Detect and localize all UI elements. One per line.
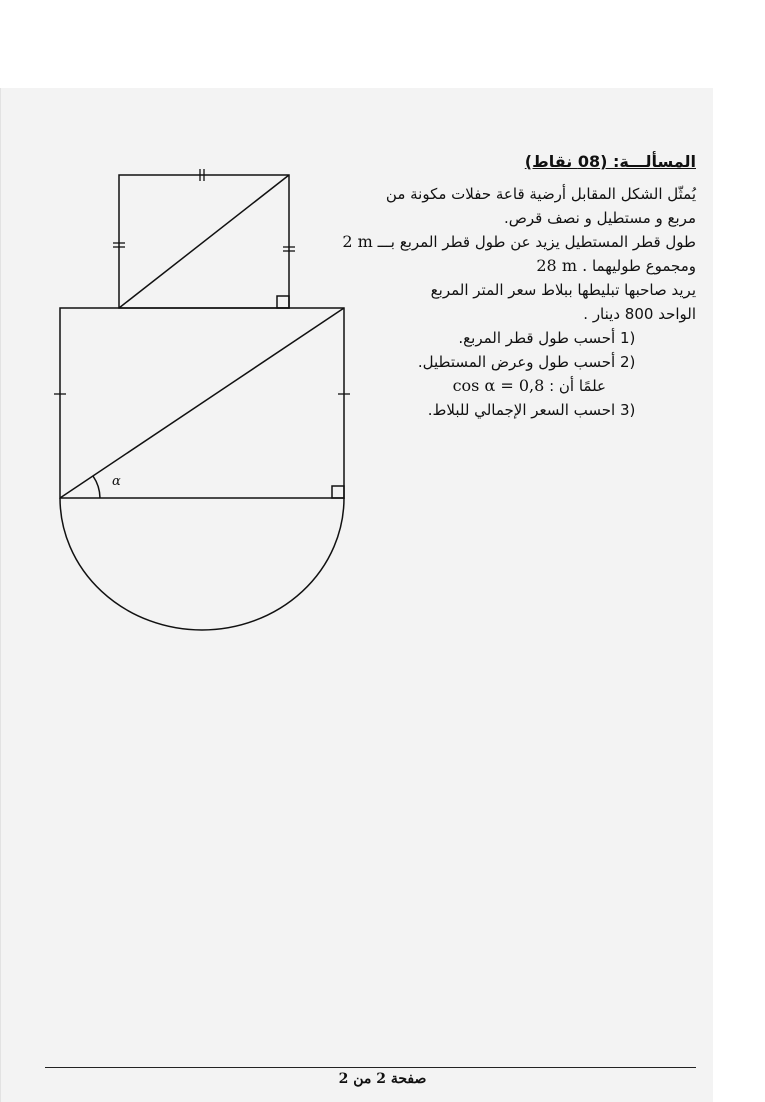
rectangle-right-angle-mark <box>332 486 344 498</box>
diagonal-line-1 <box>330 230 696 254</box>
question-2-number: 2) <box>620 353 636 371</box>
question-3 <box>330 398 696 422</box>
problem-text <box>330 150 696 422</box>
question-list <box>330 326 696 422</box>
diagonal-line-1-math: 2 m <box>342 232 373 251</box>
square-right-angle-mark <box>277 296 289 308</box>
question-1-number: 1) <box>620 329 636 347</box>
question-2 <box>330 350 696 374</box>
problem-heading: المسألـــة: (08 نقاط) <box>524 152 696 171</box>
intro-line-1: يُمثّل الشكل المقابل أرضية قاعة حفلات مكونة من <box>385 185 696 203</box>
half-disc-arc <box>60 498 344 630</box>
question-3-text: احسب السعر الإجمالي للبلاط. <box>427 401 616 419</box>
question-2-text: أحسب طول وعرض المستطيل. <box>417 353 616 371</box>
tiles-line-1: يريد صاحبها تبليطها ببلاط سعر المتر المربع <box>430 281 696 299</box>
angle-alpha-arc <box>93 476 100 498</box>
diagonal-line-2 <box>330 254 696 278</box>
footer-divider <box>45 1067 696 1068</box>
diagonal-line-1-text: طول قطر المستطيل يزيد عن طول قطر المربع بـــ <box>377 233 696 251</box>
intro-line-2: مربع و مستطيل و نصف قرص. <box>504 209 696 227</box>
question-2-note <box>330 374 696 398</box>
rectangle-diagonal <box>60 308 344 498</box>
diagonal-line-2-text: ومجموع طوليهما <box>591 257 696 275</box>
page-number: صفحة 2 من 2 <box>338 1071 427 1087</box>
tiles-line-2: الواحد 800 دينار . <box>583 305 696 323</box>
diagonal-line-2-math: 28 m . <box>536 256 588 275</box>
square-diagonal <box>119 175 289 308</box>
question-1 <box>330 326 696 350</box>
question-2-note-math: cos α = 0,8 <box>452 376 545 395</box>
question-1-text: أحسب طول قطر المربع. <box>458 329 616 347</box>
question-2-note-text: علمًا أن : <box>549 377 606 395</box>
angle-alpha-label: α <box>112 474 121 489</box>
question-3-number: 3) <box>620 401 636 419</box>
